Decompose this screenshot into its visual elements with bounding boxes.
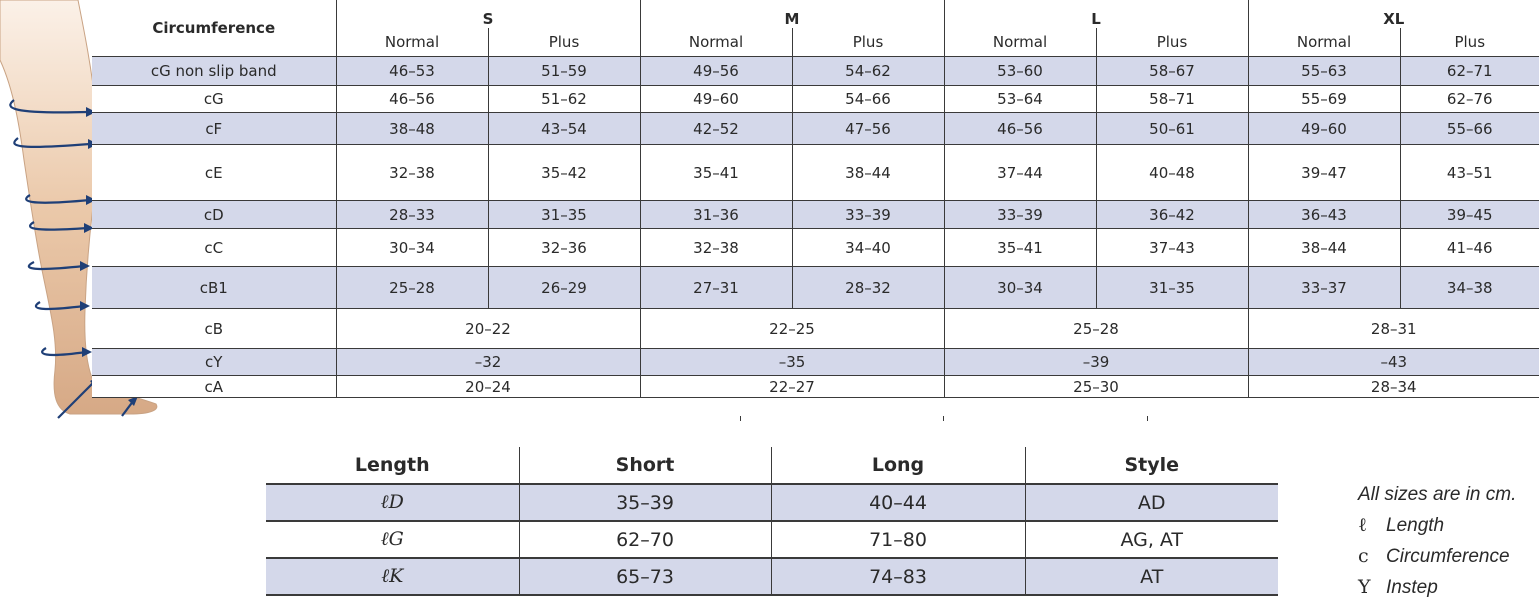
table-cell: 37–43 [1096, 229, 1248, 267]
table-cell: 49–56 [640, 57, 792, 86]
table-cell: 25–28 [944, 309, 1248, 349]
table-row [92, 267, 1539, 309]
table-cell: AT [1025, 558, 1278, 595]
table-cell: 28–31 [1248, 309, 1539, 349]
table-row [92, 57, 1539, 86]
table-row [266, 521, 1278, 558]
table-cell: 32–38 [336, 145, 488, 201]
row-label: cF [92, 113, 336, 145]
row-label: ℓK [266, 558, 519, 595]
table-cell: 31–35 [488, 201, 640, 229]
table-cell: 33–39 [792, 201, 944, 229]
table-row [266, 558, 1278, 595]
table-cell: 62–71 [1400, 57, 1539, 86]
table-cell: 53–60 [944, 57, 1096, 86]
table-cell: 34–38 [1400, 267, 1539, 309]
table-cell: 55–63 [1248, 57, 1400, 86]
table-cell: 35–39 [519, 484, 771, 521]
row-label: cD [92, 201, 336, 229]
table-cell: 51–62 [488, 86, 640, 113]
table-cell: AD [1025, 484, 1278, 521]
legend-text: Instep [1386, 577, 1438, 598]
sub-header-normal: Normal [1248, 28, 1400, 57]
table-cell: –43 [1248, 349, 1539, 376]
table-cell: 55–66 [1400, 113, 1539, 145]
table-cell: 30–34 [944, 267, 1096, 309]
length-header: Length [354, 454, 430, 476]
table-cell: 25–28 [336, 267, 488, 309]
table-cell: 46–53 [336, 57, 488, 86]
table-cell: 36–43 [1248, 201, 1400, 229]
table-row [92, 86, 1539, 113]
table-cell: 27–31 [640, 267, 792, 309]
table-cell: 40–44 [771, 484, 1025, 521]
legend-symbol: Y [1358, 576, 1371, 598]
divider-tick [943, 416, 944, 421]
size-header-m: M [640, 0, 944, 28]
table-cell: 46–56 [336, 86, 488, 113]
legend-item [1358, 541, 1516, 572]
table-cell: 49–60 [640, 86, 792, 113]
row-label: cG non slip band [92, 57, 336, 86]
table-cell: 32–38 [640, 229, 792, 267]
table-cell: 35–42 [488, 145, 640, 201]
row-label: ℓG [266, 521, 519, 558]
sub-header-normal: Normal [384, 33, 440, 51]
table-cell: 32–36 [488, 229, 640, 267]
table-row [92, 309, 1539, 349]
table-cell: 22–27 [640, 376, 944, 398]
table-cell: 51–59 [488, 57, 640, 86]
table-cell: 54–66 [792, 86, 944, 113]
legend-text: Circumference [1386, 546, 1510, 567]
table-cell: 39–45 [1400, 201, 1539, 229]
sub-header-plus: Plus [1096, 28, 1248, 57]
table-cell: 58–67 [1096, 57, 1248, 86]
table-row [92, 376, 1539, 398]
table-cell: 35–41 [640, 145, 792, 201]
legend-symbol: ℓ [1358, 514, 1368, 536]
table-cell: 33–37 [1248, 267, 1400, 309]
circumference-table [92, 0, 1539, 398]
table-cell: 33–39 [944, 201, 1096, 229]
table-cell: 38–48 [336, 113, 488, 145]
table-cell: 43–54 [488, 113, 640, 145]
table-cell: AG, AT [1025, 521, 1278, 558]
sub-header-plus: Plus [792, 28, 944, 57]
table-row [92, 229, 1539, 267]
table-cell: 62–70 [519, 521, 771, 558]
table-cell: 50–61 [1096, 113, 1248, 145]
table-cell: 28–34 [1248, 376, 1539, 398]
legend-item [1358, 510, 1516, 541]
table-cell: 62–76 [1400, 86, 1539, 113]
table-cell: 65–73 [519, 558, 771, 595]
row-label: cC [92, 229, 336, 267]
table-cell: 34–40 [792, 229, 944, 267]
table-cell: 53–64 [944, 86, 1096, 113]
divider-tick [740, 416, 741, 421]
table-row [92, 349, 1539, 376]
table-cell: 46–56 [944, 113, 1096, 145]
row-label: ℓD [266, 484, 519, 521]
table-cell: 22–25 [640, 309, 944, 349]
table-cell: 28–32 [792, 267, 944, 309]
row-label: cA [92, 376, 336, 398]
row-label: cE [92, 145, 336, 201]
table-cell: 47–56 [792, 113, 944, 145]
size-header-xl: XL [1248, 0, 1539, 28]
long-header: Long [771, 447, 1025, 484]
table-cell: 54–62 [792, 57, 944, 86]
divider-tick [1147, 416, 1148, 421]
table-cell: 37–44 [944, 145, 1096, 201]
table-cell: 35–41 [944, 229, 1096, 267]
table-cell: 28–33 [336, 201, 488, 229]
table-row [92, 113, 1539, 145]
style-header: Style [1025, 447, 1278, 484]
sub-header-plus: Plus [1400, 28, 1539, 57]
table-cell: 20–22 [336, 309, 640, 349]
short-header: Short [519, 447, 771, 484]
circumference-header: Circumference [92, 0, 336, 57]
sub-header-plus: Plus [488, 28, 640, 57]
row-label: cB [92, 309, 336, 349]
row-label: cY [92, 349, 336, 376]
size-header-s: S [482, 10, 494, 28]
table-cell: 49–60 [1248, 113, 1400, 145]
units-note: All sizes are in cm. [1358, 484, 1517, 505]
table-row [266, 484, 1278, 521]
table-cell: 71–80 [771, 521, 1025, 558]
table-cell: –39 [944, 349, 1248, 376]
table-cell: 38–44 [792, 145, 944, 201]
sub-header-normal: Normal [640, 28, 792, 57]
legend-text: Length [1386, 515, 1445, 536]
length-table [266, 447, 1278, 596]
table-cell: 36–42 [1096, 201, 1248, 229]
sub-header-normal: Normal [944, 28, 1096, 57]
table-cell: 30–34 [336, 229, 488, 267]
legend-symbol: c [1358, 545, 1369, 567]
table-cell: 31–35 [1096, 267, 1248, 309]
table-cell: 58–71 [1096, 86, 1248, 113]
table-cell: –35 [640, 349, 944, 376]
table-cell: 41–46 [1400, 229, 1539, 267]
table-cell: 38–44 [1248, 229, 1400, 267]
table-cell: 31–36 [640, 201, 792, 229]
table-cell: 26–29 [488, 267, 640, 309]
table-cell: 40–48 [1096, 145, 1248, 201]
table-cell: 42–52 [640, 113, 792, 145]
row-label: cB1 [92, 267, 336, 309]
table-cell: –32 [336, 349, 640, 376]
table-cell: 39–47 [1248, 145, 1400, 201]
legend-item [1358, 572, 1516, 603]
row-label: cG [92, 86, 336, 113]
table-cell: 43–51 [1400, 145, 1539, 201]
table-cell: 20–24 [336, 376, 640, 398]
table-cell: 74–83 [771, 558, 1025, 595]
table-cell: 55–69 [1248, 86, 1400, 113]
legend [1358, 480, 1516, 603]
size-header-l: L [944, 0, 1248, 28]
table-cell: 25–30 [944, 376, 1248, 398]
table-row [92, 145, 1539, 201]
table-row [92, 201, 1539, 229]
